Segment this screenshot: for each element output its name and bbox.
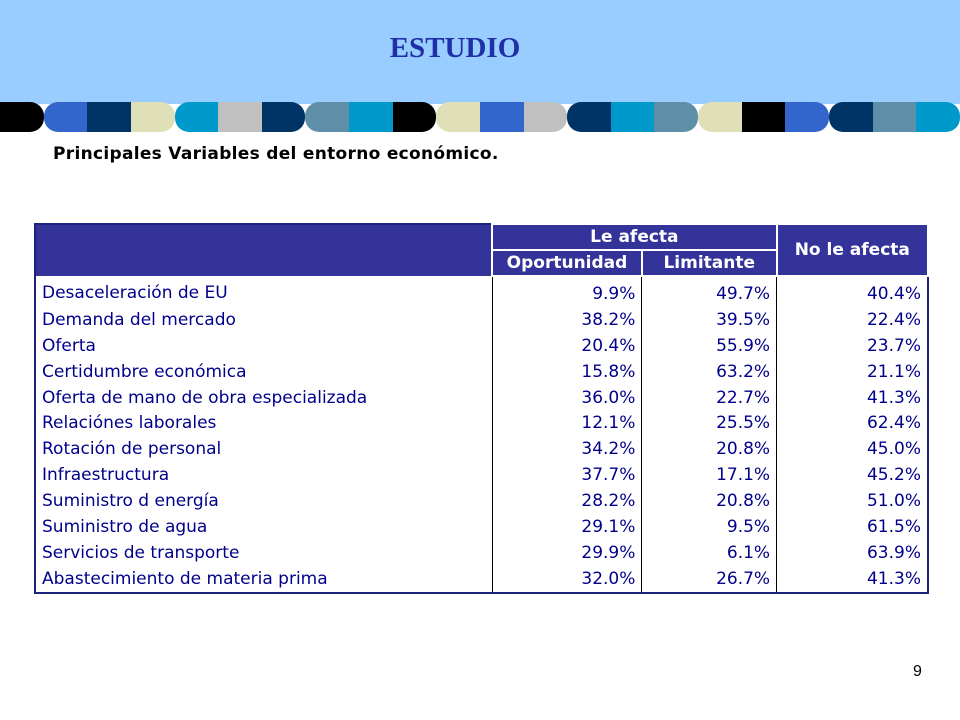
limitante-cell: 20.8% [642, 488, 777, 514]
table-row [35, 359, 928, 385]
economic-variables-table [34, 223, 929, 594]
oportunidad-cell: 15.8% [492, 359, 642, 385]
no-afecta-cell: 21.1% [866, 361, 921, 382]
deco-block [611, 102, 655, 132]
limitante-cell: 22.7% [642, 385, 777, 411]
variable-cell: Abastecimiento de materia prima [35, 566, 492, 593]
variable-cell: Oferta de mano de obra especializada [35, 385, 492, 411]
no-afecta-cell: 45.2% [866, 465, 921, 486]
deco-block [87, 102, 131, 132]
oportunidad-cell: 29.9% [492, 540, 642, 566]
no-afecta-cell: 62.4% [866, 413, 921, 434]
header-corner [35, 224, 492, 276]
no-afecta-cell: 63.9% [866, 542, 921, 563]
variable-cell: Desaceleración de EU [35, 276, 492, 307]
deco-block [131, 102, 175, 132]
deco-block [305, 102, 349, 132]
deco-block [873, 102, 917, 132]
table-row [35, 462, 928, 488]
limitante-cell: 9.5% [642, 514, 777, 540]
oportunidad-cell: 37.7% [492, 462, 642, 488]
oportunidad-cell: 28.2% [492, 488, 642, 514]
deco-block [349, 102, 393, 132]
limitante-cell: 6.1% [642, 540, 777, 566]
variable-cell: Suministro d energía [35, 488, 492, 514]
table-row [35, 410, 928, 436]
limitante-cell: 55.9% [642, 333, 777, 359]
variable-cell: Servicios de transporte [35, 540, 492, 566]
deco-block [480, 102, 524, 132]
header-limitante: Limitante [642, 250, 777, 276]
variable-cell: Demanda del mercado [35, 307, 492, 333]
oportunidad-cell: 29.1% [492, 514, 642, 540]
variable-cell: Rotación de personal [35, 436, 492, 462]
limitante-cell: 63.2% [642, 359, 777, 385]
header-no-le-afecta: No le afecta [777, 224, 928, 276]
table-row [35, 488, 928, 514]
deco-block [44, 102, 88, 132]
no-afecta-cell: 41.3% [866, 387, 921, 408]
header-le-afecta: Le afecta [492, 224, 776, 250]
variable-cell: Suministro de agua [35, 514, 492, 540]
deco-block [742, 102, 786, 132]
no-afecta-cell: 22.4% [866, 309, 921, 330]
deco-block [524, 102, 568, 132]
oportunidad-cell: 38.2% [492, 307, 642, 333]
deco-block [916, 102, 960, 132]
table-body [35, 276, 928, 593]
no-afecta-cell: 41.3% [866, 568, 921, 589]
limitante-cell: 20.8% [642, 436, 777, 462]
deco-block [785, 102, 829, 132]
deco-block [262, 102, 306, 132]
no-afecta-cell: 51.0% [866, 491, 921, 512]
no-afecta-cell: 40.4% [866, 283, 921, 304]
deco-block [567, 102, 611, 132]
oportunidad-cell: 32.0% [492, 566, 642, 593]
decorative-strip [0, 102, 960, 132]
table-row [35, 307, 928, 333]
table-row [35, 566, 928, 593]
deco-block [175, 102, 219, 132]
table-row [35, 514, 928, 540]
oportunidad-cell: 20.4% [492, 333, 642, 359]
deco-block [654, 102, 698, 132]
deco-block [829, 102, 873, 132]
no-afecta-cell: 45.0% [866, 439, 921, 460]
oportunidad-cell: 34.2% [492, 436, 642, 462]
deco-block [698, 102, 742, 132]
no-afecta-cell: 61.5% [866, 516, 921, 537]
limitante-cell: 49.7% [642, 276, 777, 307]
deco-block [0, 102, 44, 132]
deco-block [393, 102, 437, 132]
limitante-cell: 26.7% [642, 566, 777, 593]
table-row [35, 540, 928, 566]
table-row [35, 333, 928, 359]
limitante-cell: 17.1% [642, 462, 777, 488]
table-row [35, 436, 928, 462]
slide-subtitle: Principales Variables del entorno económico. [53, 144, 499, 164]
oportunidad-cell: 36.0% [492, 385, 642, 411]
variable-cell: Oferta [35, 333, 492, 359]
variable-cell: Relaciónes laborales [35, 410, 492, 436]
variable-cell: Infraestructura [35, 462, 492, 488]
oportunidad-cell: 9.9% [492, 276, 642, 307]
deco-block [436, 102, 480, 132]
slide-title: ESTUDIO [389, 32, 521, 64]
no-afecta-cell: 23.7% [866, 335, 921, 356]
limitante-cell: 25.5% [642, 410, 777, 436]
table-row [35, 385, 928, 411]
deco-block [218, 102, 262, 132]
table-row [35, 276, 928, 307]
variable-cell: Certidumbre económica [35, 359, 492, 385]
oportunidad-cell: 12.1% [492, 410, 642, 436]
header-oportunidad: Oportunidad [492, 250, 642, 276]
limitante-cell: 39.5% [642, 307, 777, 333]
page-number: 9 [913, 663, 922, 680]
